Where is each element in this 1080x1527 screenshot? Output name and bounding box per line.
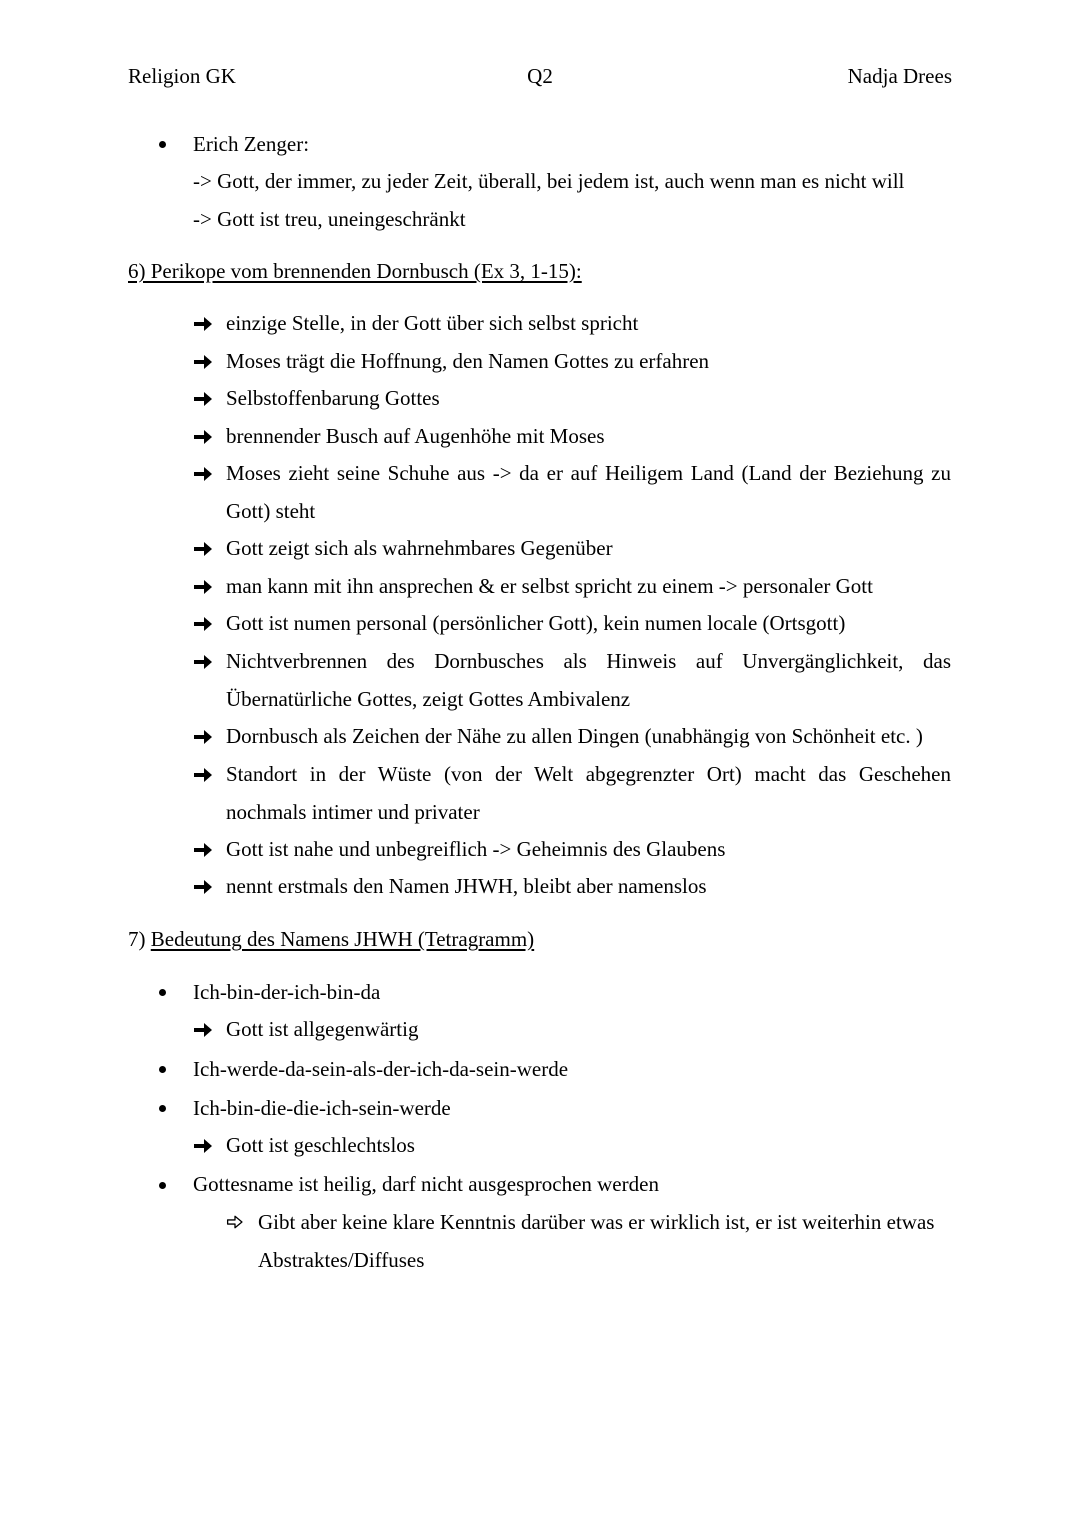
bullet-dot — [159, 1105, 166, 1112]
header-level: Q2 — [527, 64, 553, 88]
arrow-right-icon — [192, 388, 214, 410]
arrow-right-icon — [192, 876, 214, 898]
list-item: Gott ist numen personal (persönlicher Gott), kein numen locale (Ortsgott) — [226, 611, 846, 635]
bullet-dot — [159, 1182, 166, 1189]
bullet-dot — [159, 989, 166, 996]
list-item: Selbstoffenbarung Gottes — [226, 386, 440, 410]
list-item-continuation: Gott) steht — [226, 499, 316, 523]
arrow-right-icon — [192, 576, 214, 598]
list-item-continuation: Übernatürliche Gottes, zeigt Gottes Ambivalenz — [226, 687, 631, 711]
list-item: Dornbusch als Zeichen der Nähe zu allen Dingen (unabhängig von Schönheit etc. ) — [226, 724, 923, 748]
arrow-right-icon — [192, 463, 214, 485]
name-meaning-1: Ich-bin-der-ich-bin-da — [193, 980, 381, 1004]
name-holiness-sub: Gibt aber keine klare Kenntnis darüber was er wirklich ist, er ist weiterhin etwas — [258, 1210, 935, 1234]
list-item: nennt erstmals den Namen JHWH, bleibt aber namenslos — [226, 874, 707, 898]
list-item: man kann mit ihn ansprechen & er selbst spricht zu einem -> personaler Gott — [226, 574, 873, 598]
arrow-right-icon — [192, 426, 214, 448]
list-item-continuation: nochmals intimer und privater — [226, 800, 480, 824]
list-item: Gott zeigt sich als wahrnehmbares Gegenüber — [226, 536, 613, 560]
bullet-dot — [159, 141, 166, 148]
arrow-right-icon — [192, 613, 214, 635]
arrow-right-icon — [192, 1019, 214, 1041]
list-item: brennender Busch auf Augenhöhe mit Moses — [226, 424, 605, 448]
list-item: einzige Stelle, in der Gott über sich selbst spricht — [226, 311, 639, 335]
section-6-heading: 6) Perikope vom brennenden Dornbusch (Ex 3, 1-15): — [128, 259, 582, 283]
header-author: Nadja Drees — [847, 64, 952, 88]
section-7-number: 7) — [128, 927, 151, 951]
list-item: Standort in der Wüste (von der Welt abgegrenzter Ort) macht das Geschehen — [226, 762, 951, 786]
section-7-heading — [128, 924, 534, 954]
arrow-right-icon — [192, 538, 214, 560]
name-meaning-3: Ich-bin-die-die-ich-sein-werde — [193, 1096, 451, 1120]
arrow-right-icon — [192, 839, 214, 861]
zenger-title: Erich Zenger: — [193, 132, 310, 156]
arrow-right-icon — [192, 351, 214, 373]
zenger-line-1: -> Gott, der immer, zu jeder Zeit, überall, bei jedem ist, auch wenn man es nicht will — [193, 169, 905, 193]
name-meaning-1-conclusion: Gott ist allgegenwärtig — [226, 1017, 419, 1041]
name-meaning-3-conclusion: Gott ist geschlechtslos — [226, 1133, 415, 1157]
arrow-right-icon — [192, 764, 214, 786]
bullet-dot — [159, 1066, 166, 1073]
name-meaning-2: Ich-werde-da-sein-als-der-ich-da-sein-werde — [193, 1057, 569, 1081]
list-item: Nichtverbrennen des Dornbusches als Hinweis auf Unvergänglichkeit, das — [226, 649, 951, 673]
name-holiness: Gottesname ist heilig, darf nicht ausgesprochen werden — [193, 1172, 659, 1196]
zenger-line-2: -> Gott ist treu, uneingeschränkt — [193, 207, 466, 231]
arrow-right-icon — [192, 651, 214, 673]
list-item: Moses zieht seine Schuhe aus -> da er auf Heiligem Land (Land der Beziehung zu — [226, 461, 951, 485]
arrow-right-icon — [192, 726, 214, 748]
name-holiness-sub-continuation: Abstraktes/Diffuses — [258, 1248, 425, 1272]
arrow-right-icon — [192, 1135, 214, 1157]
page-header — [128, 62, 952, 92]
outline-arrow-right-icon — [226, 1213, 244, 1231]
header-course: Religion GK — [128, 64, 236, 88]
section-7-title: Bedeutung des Namens JHWH (Tetragramm) — [150, 927, 535, 951]
list-item: Moses trägt die Hoffnung, den Namen Gottes zu erfahren — [226, 349, 710, 373]
list-item: Gott ist nahe und unbegreiflich -> Geheimnis des Glaubens — [226, 837, 726, 861]
arrow-right-icon — [192, 313, 214, 335]
